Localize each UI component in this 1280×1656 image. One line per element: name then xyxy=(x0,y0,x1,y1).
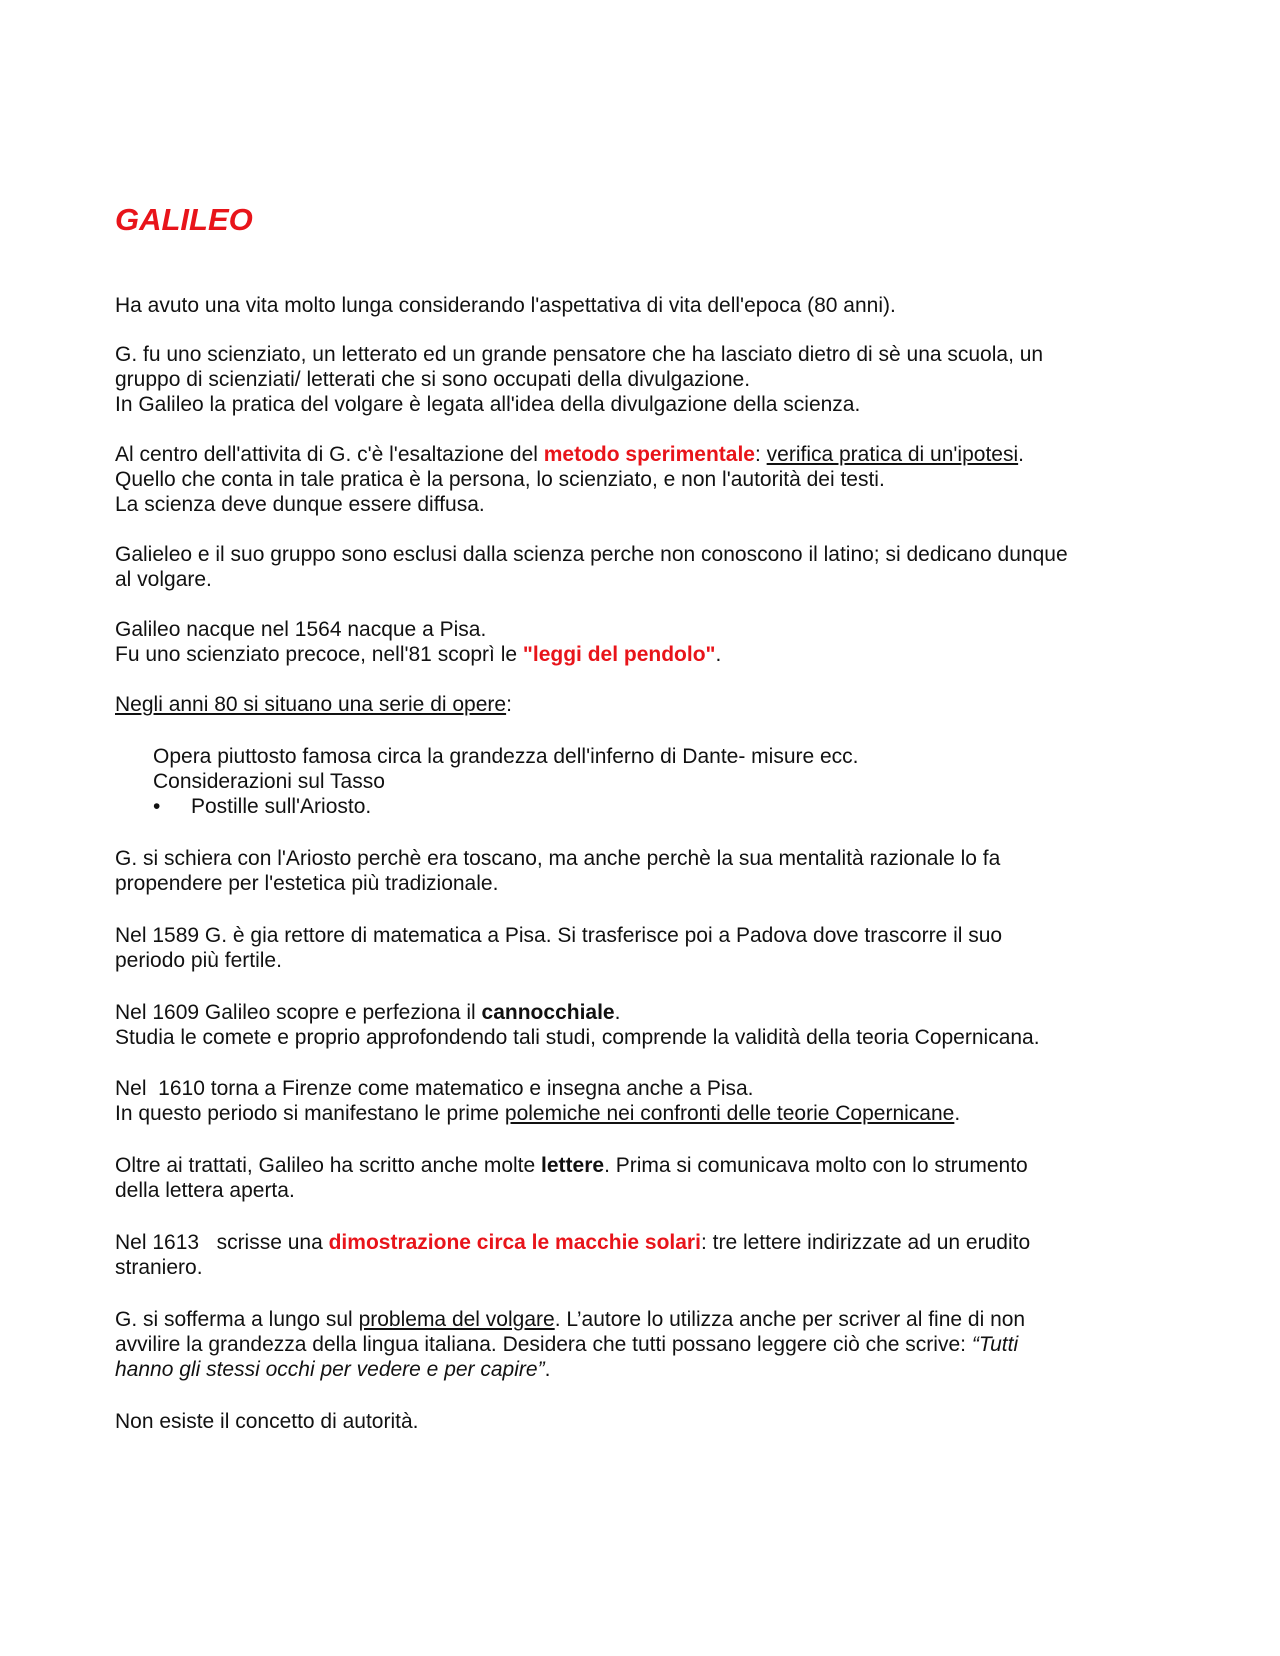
list-item: Opera piuttosto famosa circa la grandezza dell'inferno di Dante- misure ecc. xyxy=(153,745,859,768)
paragraph-1610 xyxy=(115,1076,1165,1126)
paragraph-line: straniero. xyxy=(115,1256,203,1279)
paragraph-latin xyxy=(115,542,1165,592)
underlined-phrase: Negli anni 80 si situano una serie di opere xyxy=(115,693,507,716)
paragraph-line: periodo più fertile. xyxy=(115,949,282,972)
paragraph-line: La scienza deve dunque essere diffusa. xyxy=(115,493,485,516)
text-span: : xyxy=(754,443,767,466)
paragraph-line xyxy=(115,1357,1165,1382)
paragraph-line xyxy=(115,642,1165,667)
text-span: Nel 1613 scrisse una xyxy=(115,1231,329,1254)
document-page xyxy=(115,200,1165,1434)
paragraph-line xyxy=(115,1000,1165,1025)
text-span: Nel 1609 Galileo scopre e perfeziona il xyxy=(115,1001,482,1024)
bold-term: cannocchiale xyxy=(481,1001,615,1024)
text-span: . xyxy=(614,1001,621,1024)
paragraph-1613 xyxy=(115,1230,1165,1280)
text-span: . Prima si comunicava molto con lo strumento xyxy=(604,1154,1028,1177)
text-span: In questo periodo si manifestano le prime xyxy=(115,1102,505,1125)
paragraph-ariosto xyxy=(115,846,1165,896)
bold-term: lettere xyxy=(541,1154,605,1177)
underlined-phrase: problema del volgare xyxy=(358,1308,555,1331)
paragraph-letters xyxy=(115,1153,1165,1203)
document-title: GALILEO xyxy=(115,202,253,237)
paragraph-1589 xyxy=(115,923,1165,973)
paragraph-line: Quello che conta in tale pratica è la persona, lo scienziato, e non l'autorità dei testi. xyxy=(115,468,885,491)
paragraph-line: G. fu uno scienziato, un letterato ed un grande pensatore che ha lasciato dietro di sè una scuola, un xyxy=(115,343,1044,366)
paragraph-line xyxy=(115,1307,1165,1332)
text-span: G. si sofferma a lungo sul xyxy=(115,1308,359,1331)
text-span: avvilire la grandezza della lingua italiana. Desidera che tutti possano leggere ciò che scrive: xyxy=(115,1333,972,1356)
paragraph-line: della lettera aperta. xyxy=(115,1179,295,1202)
underlined-phrase: verifica pratica di un'ipotesi xyxy=(766,443,1019,466)
quote-text: “Tutti xyxy=(971,1333,1019,1356)
paragraph-line: Studia le comete e proprio approfondendo tali studi, comprende la validità della teoria Copernicana. xyxy=(115,1026,1040,1049)
text-span: . xyxy=(544,1358,551,1381)
text-span: Al centro dell'attivita di G. c'è l'esaltazione del xyxy=(115,443,544,466)
list-item: Considerazioni sul Tasso xyxy=(153,770,385,793)
paragraph-line: Galileo nacque nel 1564 nacque a Pisa. xyxy=(115,618,487,641)
paragraph-birth xyxy=(115,617,1165,667)
paragraph-line xyxy=(115,442,1165,467)
paragraph-line: Nel 1610 torna a Firenze come matematico e insegna anche a Pisa. xyxy=(115,1077,754,1100)
paragraph-line: Galieleo e il suo gruppo sono esclusi dalla scienza perche non conoscono il latino; si dedicano dunque xyxy=(115,543,1068,566)
paragraph-line: al volgare. xyxy=(115,568,212,591)
underlined-phrase: polemiche nei confronti delle teorie Copernicane xyxy=(504,1102,955,1125)
paragraph-authority: Non esiste il concetto di autorità. xyxy=(115,1410,419,1433)
text-span: . L’autore lo utilizza anche per scriver al fine di non xyxy=(554,1308,1026,1331)
list-item xyxy=(115,794,1165,819)
list-item-label: Postille sull'Ariosto. xyxy=(191,795,372,818)
paragraph-line: gruppo di scienziati/ letterati che si sono occupati della divulgazione. xyxy=(115,368,751,391)
text-span: Fu uno scienziato precoce, nell'81 scoprì le xyxy=(115,643,523,666)
paragraph-line xyxy=(115,1332,1165,1357)
text-span: . xyxy=(1018,443,1024,466)
paragraph-line xyxy=(115,1153,1165,1178)
text-span: . xyxy=(715,643,722,666)
paragraph-works-intro xyxy=(115,692,1165,717)
highlight-method: metodo sperimentale xyxy=(543,443,755,466)
paragraph-1609 xyxy=(115,1000,1165,1050)
paragraph-line: Nel 1589 G. è gia rettore di matematica a Pisa. Si trasferisce poi a Padova dove trascorre il suo xyxy=(115,924,1003,947)
works-list xyxy=(115,744,1165,819)
highlight-sunspots: dimostrazione circa le macchie solari xyxy=(328,1231,701,1254)
paragraph-line: In Galileo la pratica del volgare è legata all'idea della divulgazione della scienza. xyxy=(115,393,861,416)
text-span: : tre lettere indirizzate ad un erudito xyxy=(700,1231,1031,1254)
paragraph-method xyxy=(115,442,1165,517)
paragraph-line: propendere per l'estetica più tradizionale. xyxy=(115,872,499,895)
text-span: Oltre ai trattati, Galileo ha scritto anche molte xyxy=(115,1154,542,1177)
paragraph-vernacular xyxy=(115,1307,1165,1382)
paragraph-scientist xyxy=(115,342,1165,417)
text-span: . xyxy=(954,1102,961,1125)
paragraph-line xyxy=(115,1230,1165,1255)
text-span: : xyxy=(506,693,512,716)
quote-text: hanno gli stessi occhi per vedere e per capire” xyxy=(115,1358,545,1381)
bullet-icon: • xyxy=(153,795,161,818)
paragraph-lifespan: Ha avuto una vita molto lunga considerando l'aspettativa di vita dell'epoca (80 anni). xyxy=(115,294,896,317)
paragraph-line xyxy=(115,1101,1165,1126)
highlight-pendulum: "leggi del pendolo" xyxy=(522,643,716,666)
paragraph-line: G. si schiera con l'Ariosto perchè era toscano, ma anche perchè la sua mentalità razionale lo fa xyxy=(115,847,1001,870)
